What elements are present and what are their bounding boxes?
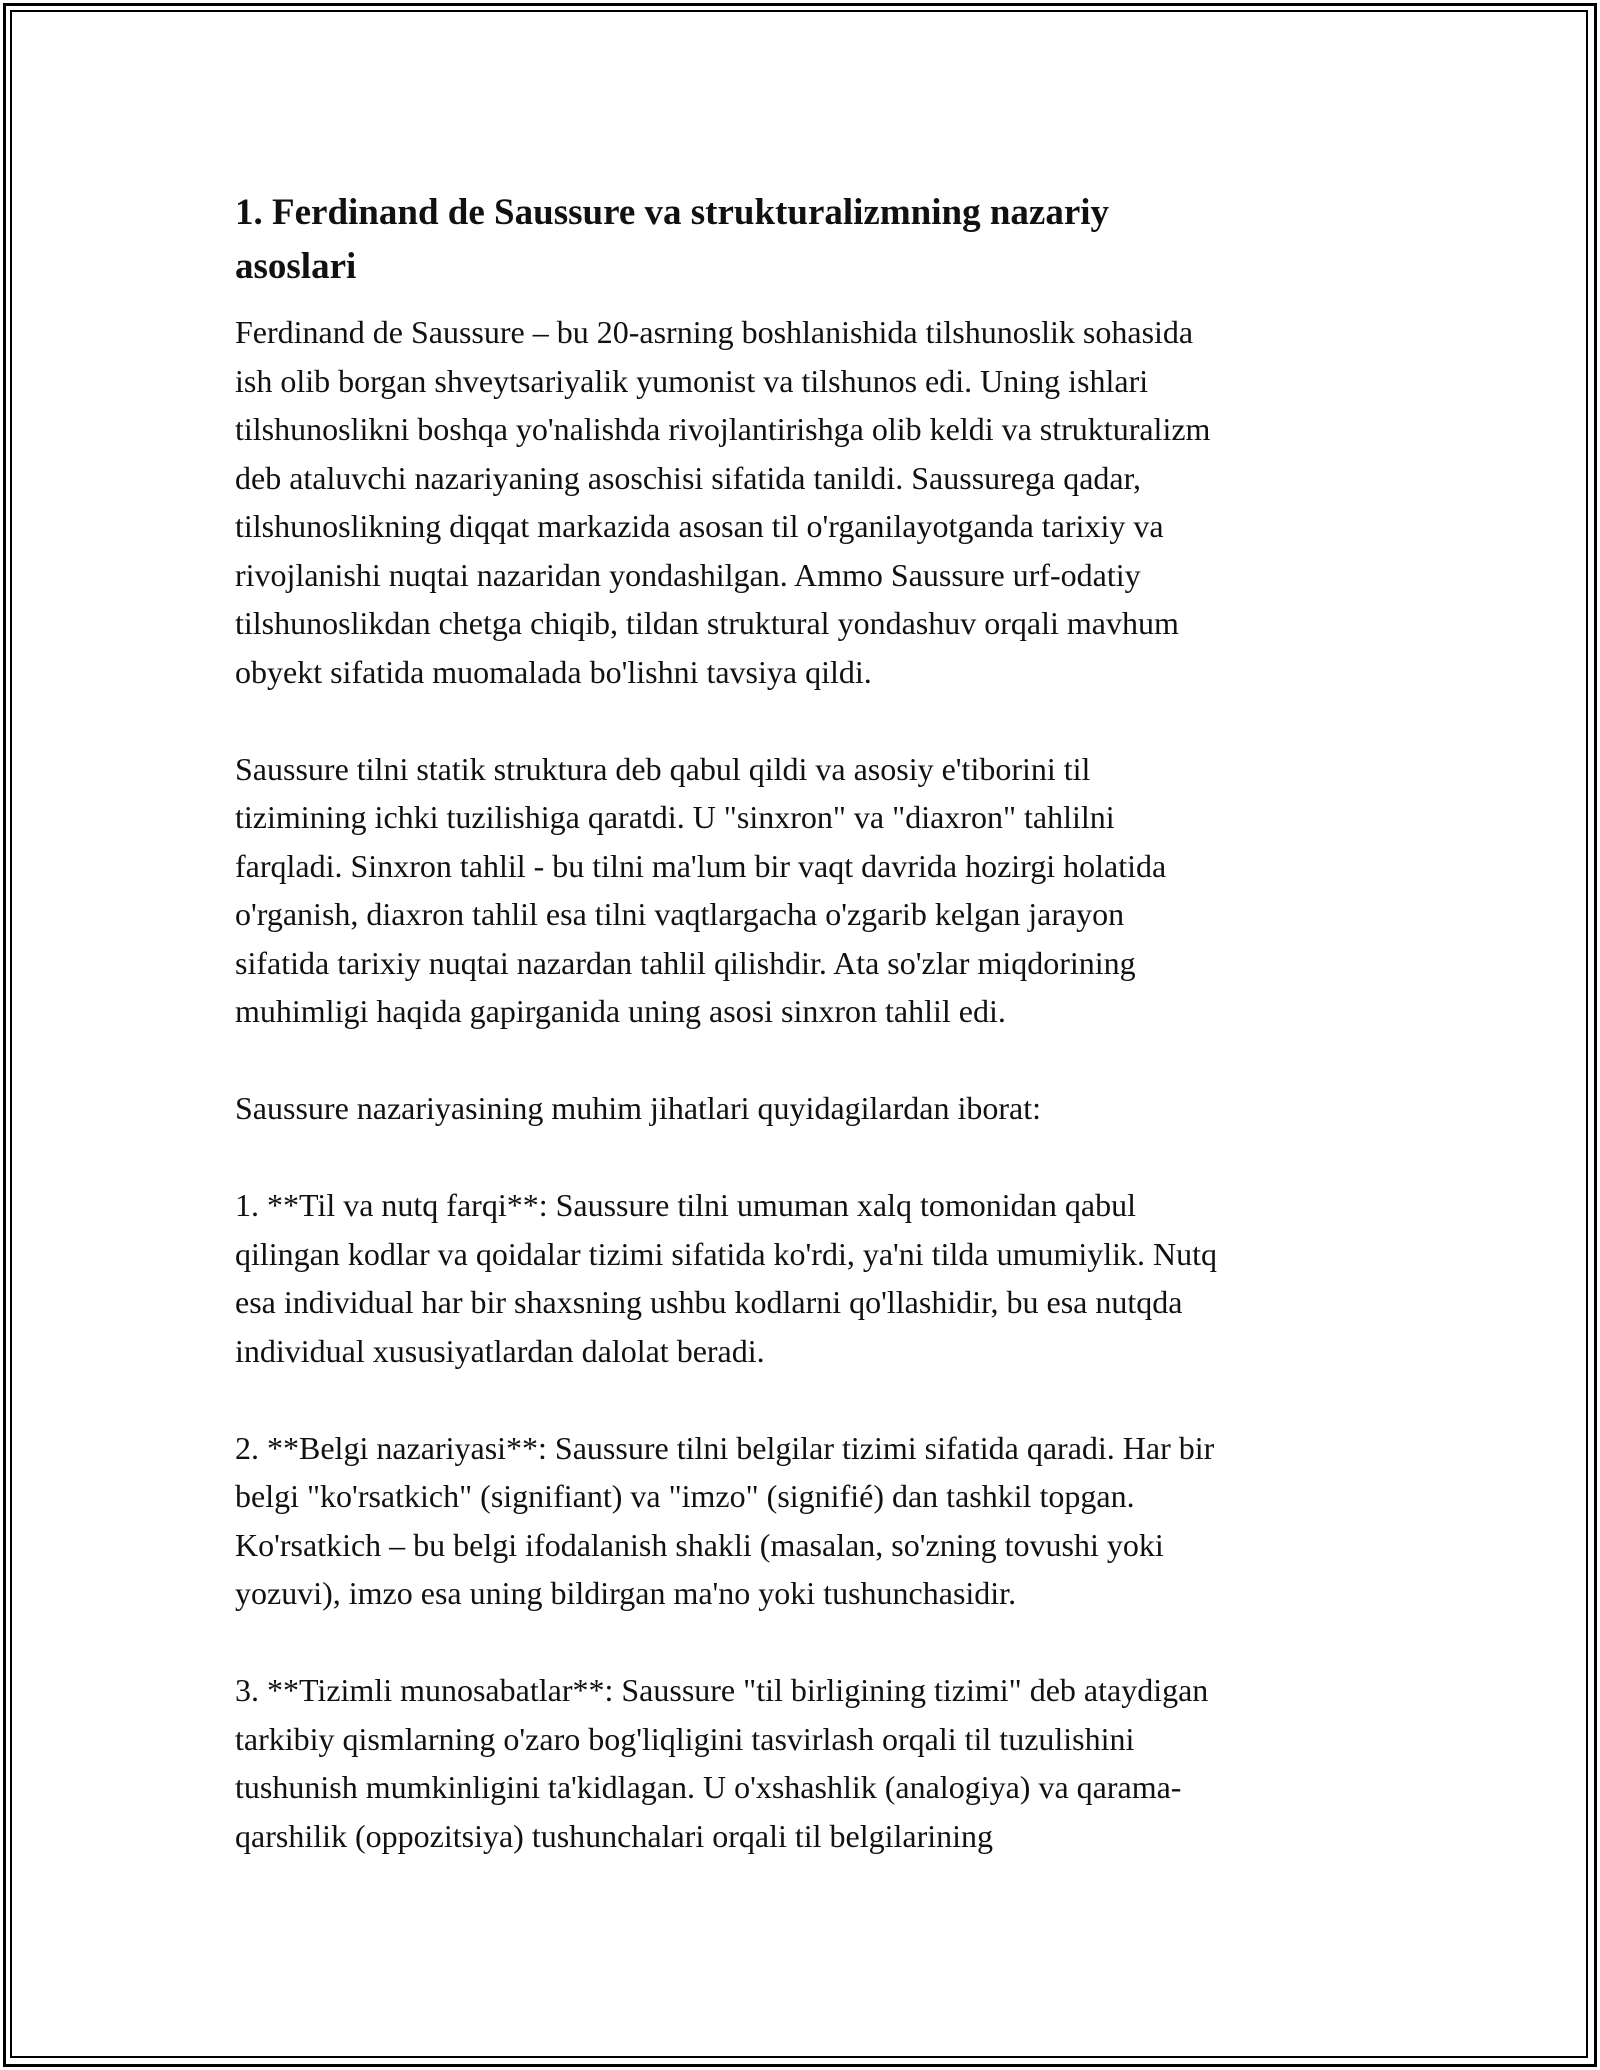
paragraph-list-intro xyxy=(235,1084,1365,1133)
text-line: qarshilik (oppozitsiya) tushunchalari orqali til belgilarining xyxy=(235,1817,994,1854)
paragraph-synchronic xyxy=(235,745,1365,1036)
text-line: Saussure nazariyasining muhim jihatlari quyidagilardan iborat: xyxy=(235,1090,1042,1126)
text-line: muhimligi haqida gapirganida uning asosi sinxron tahlil edi. xyxy=(235,993,1006,1029)
text-line: tilshunoslikning diqqat markazida asosan til o'rganilayotganda tarixiy va xyxy=(235,508,1164,544)
text-line: obyekt sifatida muomalada bo'lishni tavsiya qildi. xyxy=(235,653,872,690)
document-body xyxy=(235,186,1365,1909)
text-line: Saussure tilni statik struktura deb qabul qildi va asosiy e'tiborini til xyxy=(235,750,1091,787)
text-line: tizimining ichki tuzilishiga qaratdi. U "sinxron" va "diaxron" tahlilni xyxy=(235,799,1115,835)
text-line: o'rganish, diaxron tahlil esa tilni vaqtlargacha o'zgarib kelgan jarayon xyxy=(235,896,1125,932)
text-line: yozuvi), imzo esa uning bildirgan ma'no yoki tushunchasidir. xyxy=(235,1575,1017,1611)
text-line: ish olib borgan shveytsariyalik yumonist va tilshunos edi. Uning ishlari xyxy=(235,362,1149,399)
text-line: belgi "ko'rsatkich" (signifiant) va "imzo" (signifié) dan tashkil topgan. xyxy=(235,1478,1135,1514)
text-line: esa individual har bir shaxsning ushbu kodlarni qo'llashidir, bu esa nutqda xyxy=(235,1284,1183,1320)
text-line: deb ataluvchi nazariyaning asoschisi sifatida tanildi. Saussurega qadar, xyxy=(235,459,1141,496)
text-line: farqladi. Sinxron tahlil - bu tilni ma'lum bir vaqt davrida hozirgi holatida xyxy=(235,847,1167,884)
text-line: 1. **Til va nutq farqi**: Saussure tilni umuman xalq tomonidan qabul xyxy=(235,1187,1136,1223)
paragraph-point-3 xyxy=(235,1666,1365,1860)
text-line: tushunish mumkinligini ta'kidlagan. U o'xshashlik (analogiya) va qarama- xyxy=(235,1769,1182,1805)
text-line: 3. **Tizimli munosabatlar**: Saussure "til birligining tizimi" deb ataydigan xyxy=(235,1672,1209,1708)
text-line: rivojlanishi nuqtai nazaridan yondashilgan. Ammo Saussure urf-odatiy xyxy=(235,556,1141,593)
title-line: 1. Ferdinand de Saussure va strukturalizmning nazariy xyxy=(235,192,1110,233)
document-title xyxy=(235,186,1365,294)
text-line: individual xususiyatlardan dalolat beradi. xyxy=(235,1332,765,1369)
text-line: 2. **Belgi nazariyasi**: Saussure tilni belgilar tizimi sifatida qaradi. Har bir xyxy=(235,1429,1215,1466)
text-line: Ko'rsatkich – bu belgi ifodalanish shakli (masalan, so'zning tovushi yoki xyxy=(235,1526,1164,1563)
text-line: Ferdinand de Saussure – bu 20-asrning boshlanishida tilshunoslik sohasida xyxy=(235,314,1194,350)
text-line: sifatida tarixiy nuqtai nazardan tahlil qilishdir. Ata so'zlar miqdorining xyxy=(235,944,1136,981)
text-line: tarkibiy qismlarning o'zaro bog'liqligini tasvirlash orqali til tuzulishini xyxy=(235,1720,1135,1757)
paragraph-intro xyxy=(235,308,1365,696)
text-line: tilshunoslikni boshqa yo'nalishda rivojlantirishga olib keldi va strukturalizm xyxy=(235,411,1211,447)
text-line: tilshunoslikdan chetga chiqib, tildan struktural yondashuv orqali mavhum xyxy=(235,605,1179,641)
text-line: qilingan kodlar va qoidalar tizimi sifatida ko'rdi, ya'ni tilda umumiylik. Nutq xyxy=(235,1235,1218,1272)
title-line: asoslari xyxy=(235,246,357,287)
paragraph-point-2 xyxy=(235,1424,1365,1618)
paragraph-point-1 xyxy=(235,1181,1365,1375)
